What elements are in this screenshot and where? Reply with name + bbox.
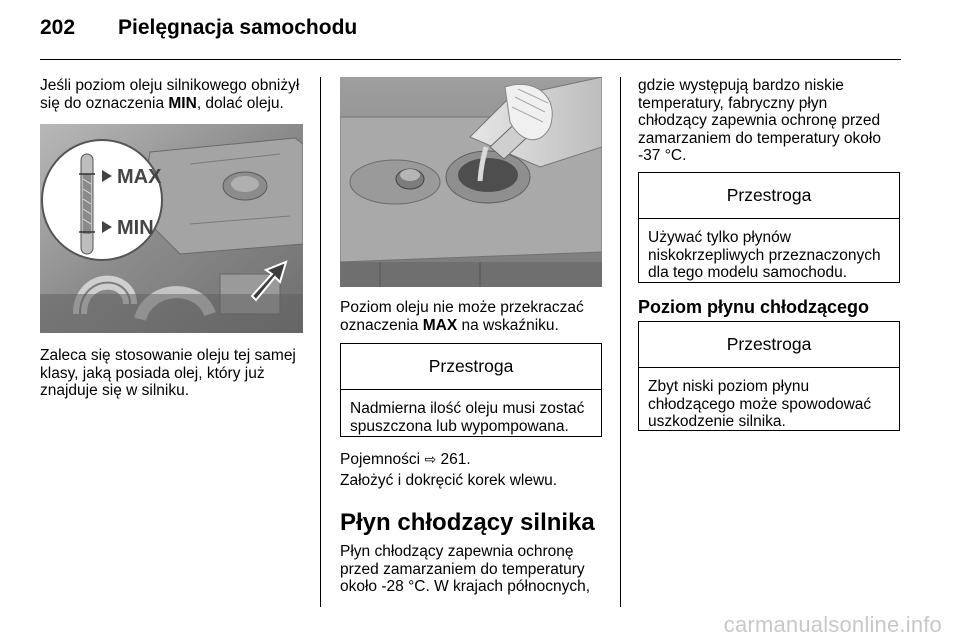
header-divider [40, 59, 901, 60]
page-title: Pielęgnacja samochodu [118, 16, 358, 39]
column-divider-1 [320, 77, 321, 607]
page-number: 202 [40, 16, 76, 39]
max-mark: MAX [422, 316, 458, 334]
oil-max-instruction: Poziom oleju nie może przekraczać oznaczenia MAX na wskaźniku. [340, 299, 584, 334]
dipstick-figure [40, 124, 303, 333]
caution-title: Przestroga [341, 344, 601, 390]
caution-box-coolant-type [638, 172, 900, 283]
coolant-level-heading: Poziom płynu chłodzącego [638, 297, 870, 317]
column-divider-2 [620, 77, 621, 607]
coolant-text-continued: gdzie występują bardzo niskie temperatury, fabryczny płyn chłodzący zapewnia ochronę przed zamarzaniem do temperatury około -37 °C. [638, 77, 881, 164]
caution-box-coolant-level [638, 321, 900, 431]
coolant-text: Płyn chłodzący zapewnia ochronę przed zamarzaniem do temperatury około -28 °C. W krajach północnych, [340, 543, 591, 595]
min-mark: MIN [168, 94, 197, 112]
caution-box-oil [340, 343, 602, 437]
caution-text: Używać tylko płynów niskokrzepliwych przeznaczonych dla tego modelu samochodu. [648, 229, 881, 281]
caution-text: Nadmierna ilość oleju musi zostać spuszczona lub wypompowana. [350, 400, 585, 435]
capacities-reference: Pojemności ⇨ 261. [340, 451, 471, 468]
max-mark-label: MAX [117, 166, 162, 188]
caution-text: Zbyt niski poziom płynu chłodzącego może spowodować uszkodzenie silnika. [648, 378, 872, 430]
page-reference-arrow-icon: ⇨ [424, 452, 437, 468]
caution-title: Przestroga [639, 322, 899, 368]
watermark: carmanualsonline.info [723, 612, 942, 637]
oil-recommendation: Zaleca się stosowanie oleju tej samej klasy, jaką posiada olej, który już znajduje się w silniku. [40, 347, 296, 399]
cap-instruction: Założyć i dokręcić korek wlewu. [340, 472, 558, 489]
caution-title: Przestroga [639, 173, 899, 219]
min-mark-label: MIN [117, 217, 154, 239]
oil-filling-figure [340, 77, 602, 287]
coolant-heading: Płyn chłodzący silnika [340, 509, 595, 536]
oil-min-instruction: Jeśli poziom oleju silnikowego obniżył się do oznaczenia MIN, dolać oleju. [40, 77, 300, 112]
